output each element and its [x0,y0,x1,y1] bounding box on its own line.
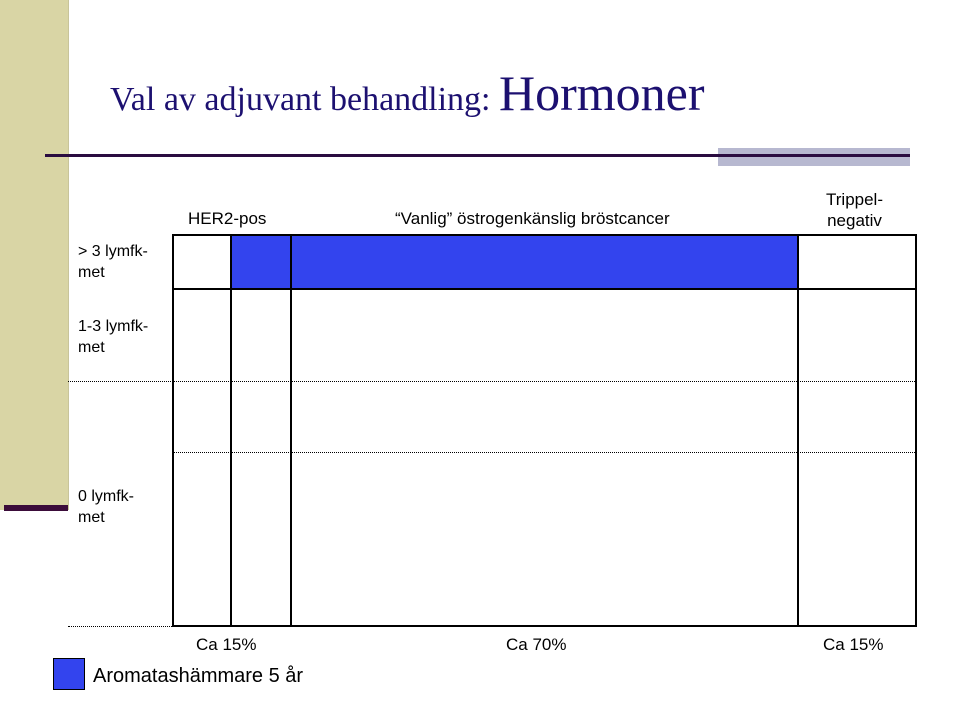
title-rule-accent [718,148,910,166]
grid-line-right [915,234,917,627]
sidebar-accent [4,505,68,511]
legend-label: Aromatashämmare 5 år [93,665,304,687]
row-label-0 [78,486,134,528]
percentage-triple: Ca 15% [823,635,884,654]
column-header-triple-line2: negativ [827,211,882,230]
grid-line-left [172,234,174,627]
grid-line-bottom [172,625,917,627]
dotted-divider-1-3 [68,381,917,382]
grid-line-common-start [290,234,292,627]
percentage-common: Ca 70% [506,635,567,654]
grid-line-gt3 [172,288,917,290]
column-header-her2: HER2-pos [188,209,267,228]
grid-line-her2 [230,234,232,627]
dotted-divider-0 [172,452,917,453]
row-label-1-3-line1: 1-3 lymfk- [78,318,149,335]
title-rule [45,154,910,157]
column-header-common: “Vanlig” östrogenkänslig bröstcancer [395,209,670,228]
title-prefix: Val av adjuvant behandling: [110,81,500,118]
row-label-1-3 [78,316,148,358]
aromatase-inhibitor-bar [232,236,798,289]
percentage-her2: Ca 15% [196,635,257,654]
sidebar-panel [0,0,69,510]
slide-title [110,64,705,122]
grid-line-top [172,234,917,236]
title-main: Hormoner [499,65,705,121]
legend-swatch [53,658,85,690]
row-label-0-line1: 0 lymfk- [78,488,134,505]
row-label-gt3-line1: > 3 lymfk- [78,243,148,260]
row-label-1-3-line2: met [78,339,105,356]
column-header-triple [826,189,883,231]
column-header-triple-line1: Trippel- [826,190,883,209]
row-label-gt3 [78,241,148,283]
grid-line-common-end [797,234,799,627]
row-label-gt3-line2: met [78,264,105,281]
dotted-divider-bottom [68,626,172,627]
row-label-0-line2: met [78,509,105,526]
